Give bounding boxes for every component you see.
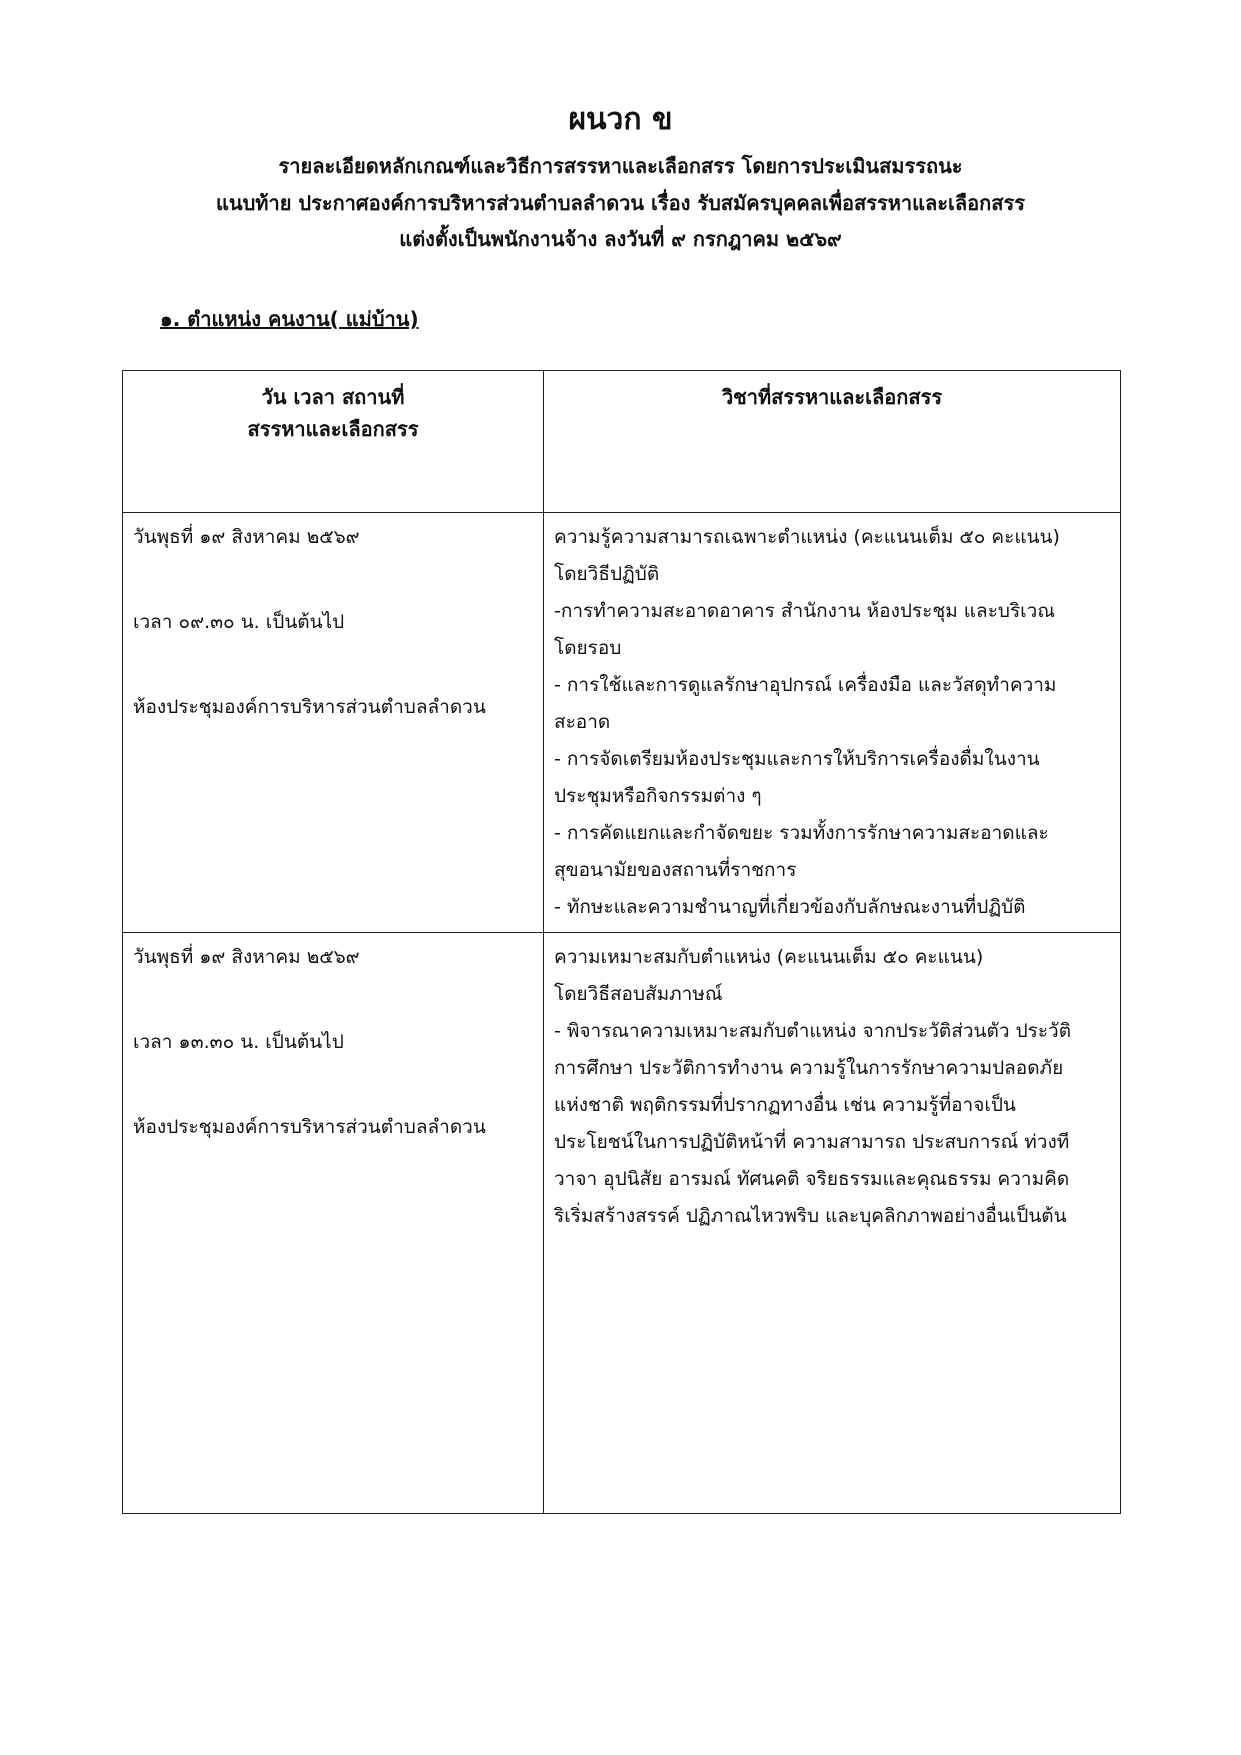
row-1-time: เวลา ๐๙.๓๐ น. เป็นต้นไป xyxy=(133,611,345,633)
row-2-line: ประโยชน์ในการปฏิบัติหน้าที่ ความสามารถ ประสบการณ์ ท่วงที xyxy=(554,1131,1070,1153)
table-row xyxy=(123,513,1121,933)
table-header-row xyxy=(123,371,1121,513)
row-1-line: - การคัดแยกและกำจัดขยะ รวมทั้งการรักษาความสะอาดและ xyxy=(554,822,1049,844)
row-1-line: สุขอนามัยของสถานที่ราชการ xyxy=(554,859,797,881)
row-1-subjects xyxy=(544,513,1121,933)
subtitle-line-1: รายละเอียดหลักเกณฑ์และวิธีการสรรหาและเลือกสรร โดยการประเมินสมรรถนะ xyxy=(278,154,963,178)
row-1-line: ประชุมหรือกิจกรรมต่าง ๆ xyxy=(554,785,762,807)
header-col2: วิชาที่สรรหาและเลือกสรร xyxy=(721,385,943,409)
row-2-line: โดยวิธีสอบสัมภาษณ์ xyxy=(554,983,723,1005)
row-2-line: การศึกษา ประวัติการทำงาน ความรู้ในการรักษาความปลอดภัย xyxy=(554,1057,1064,1079)
row-2-line: ความเหมาะสมกับตำแหน่ง (คะแนนเต็ม ๕๐ คะแนน) xyxy=(554,946,984,968)
row-2-line: วาจา อุปนิสัย อารมณ์ ทัศนคติ จริยธรรมและคุณธรรม ความคิด xyxy=(554,1168,1070,1190)
row-2-subjects xyxy=(544,933,1121,1514)
row-1-place: ห้องประชุมองค์การบริหารส่วนตำบลลำดวน xyxy=(133,696,486,718)
row-2-time: เวลา ๑๓.๓๐ น. เป็นต้นไป xyxy=(133,1031,344,1053)
row-2-place: ห้องประชุมองค์การบริหารส่วนตำบลลำดวน xyxy=(133,1116,486,1138)
row-2-date: วันพุธที่ ๑๙ สิงหาคม ๒๕๖๙ xyxy=(133,946,360,968)
row-1-line: - ทักษะและความชำนาญที่เกี่ยวข้องกับลักษณะงานที่ปฏิบัติ xyxy=(554,896,1026,918)
header-date-time-place xyxy=(123,371,544,513)
row-2-schedule xyxy=(123,933,544,1514)
row-2-line: ริเริ่มสร้างสรรค์ ปฏิภาณไหวพริบ และบุคลิกภาพอย่างอื่นเป็นต้น xyxy=(554,1205,1067,1227)
row-1-line: สะอาด xyxy=(554,711,611,733)
subtitle-line-2: แนบท้าย ประกาศองค์การบริหารส่วนตำบลลำดวน เรื่อง รับสมัครบุคคลเพื่อสรรหาและเลือกสรร xyxy=(216,191,1025,215)
header-col1-line2: สรรหาและเลือกสรร xyxy=(247,417,419,441)
row-1-line: - การจัดเตรียมห้องประชุมและการให้บริการเครื่องดื่มในงาน xyxy=(554,748,1040,770)
selection-criteria-table xyxy=(122,370,1121,1514)
row-1-line: -การทำความสะอาดอาคาร สำนักงาน ห้องประชุม และบริเวณ xyxy=(554,600,1055,622)
subtitle-line-3: แต่งตั้งเป็นพนักงานจ้าง ลงวันที่ ๙ กรกฎาคม ๒๕๖๙ xyxy=(399,227,842,251)
header-col1-line1: วัน เวลา สถานที่ xyxy=(261,385,405,409)
section-heading: ๑. ตำแหน่ง คนงาน( แม่บ้าน) xyxy=(160,307,419,331)
row-1-schedule xyxy=(123,513,544,933)
table-row xyxy=(123,933,1121,1514)
header-subjects xyxy=(544,371,1121,513)
row-2-line: แห่งชาติ พฤติกรรมที่ปรากฏทางอื่น เช่น ความรู้ที่อาจเป็น xyxy=(554,1094,1016,1116)
row-2-line: - พิจารณาความเหมาะสมกับตำแหน่ง จากประวัติส่วนตัว ประวัติ xyxy=(554,1020,1072,1042)
document-title: ผนวก ข xyxy=(568,102,673,137)
row-1-line: โดยวิธีปฏิบัติ xyxy=(554,563,660,585)
row-1-line: ความรู้ความสามารถเฉพาะตำแหน่ง (คะแนนเต็ม ๕๐ คะแนน) xyxy=(554,526,1060,548)
row-1-line: - การใช้และการดูแลรักษาอุปกรณ์ เครื่องมือ และวัสดุทำความ xyxy=(554,674,1057,696)
row-1-date: วันพุธที่ ๑๙ สิงหาคม ๒๕๖๙ xyxy=(133,526,360,548)
row-1-line: โดยรอบ xyxy=(554,637,622,659)
